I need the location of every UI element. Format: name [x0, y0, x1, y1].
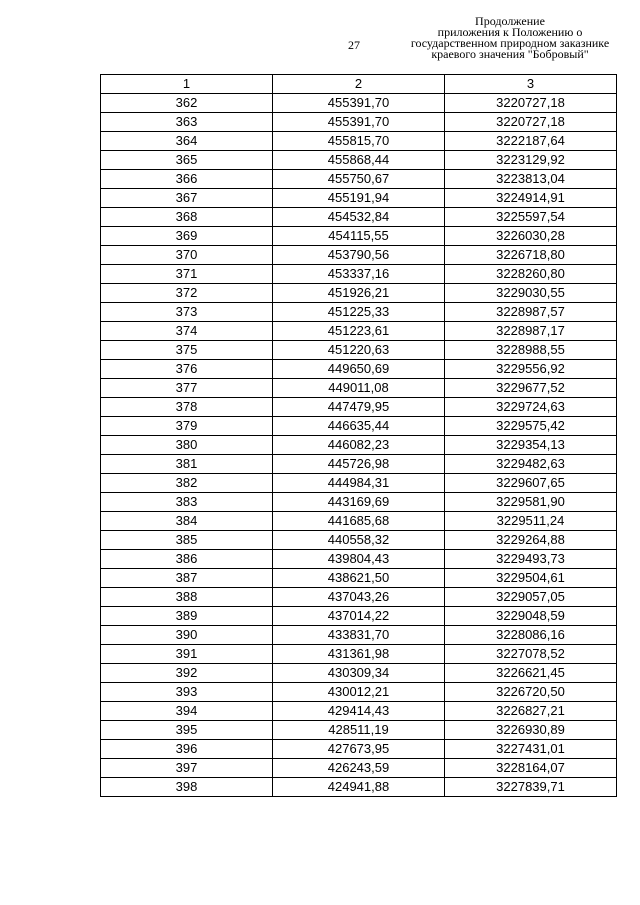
point-number-cell: 363: [101, 113, 273, 132]
x-coordinate-cell: 451225,33: [273, 303, 445, 322]
table-row: [101, 740, 617, 759]
x-coordinate-cell: 446082,23: [273, 436, 445, 455]
y-coordinate-cell: 3226930,89: [445, 721, 617, 740]
point-number-cell: 370: [101, 246, 273, 265]
table-row: [101, 189, 617, 208]
column-header: 2: [273, 75, 445, 94]
x-coordinate-cell: 441685,68: [273, 512, 445, 531]
point-number-cell: 393: [101, 683, 273, 702]
coordinates-table: [100, 74, 617, 797]
y-coordinate-cell: 3225597,54: [445, 208, 617, 227]
table-row: [101, 208, 617, 227]
table-row: [101, 398, 617, 417]
y-coordinate-cell: 3229575,42: [445, 417, 617, 436]
point-number-cell: 394: [101, 702, 273, 721]
x-coordinate-cell: 453337,16: [273, 265, 445, 284]
x-coordinate-cell: 446635,44: [273, 417, 445, 436]
table-row: [101, 322, 617, 341]
point-number-cell: 377: [101, 379, 273, 398]
table-row: [101, 664, 617, 683]
table-row: [101, 512, 617, 531]
point-number-cell: 391: [101, 645, 273, 664]
y-coordinate-cell: 3229504,61: [445, 569, 617, 588]
table-row: [101, 417, 617, 436]
point-number-cell: 378: [101, 398, 273, 417]
y-coordinate-cell: 3227431,01: [445, 740, 617, 759]
table-row: [101, 455, 617, 474]
x-coordinate-cell: 455868,44: [273, 151, 445, 170]
x-coordinate-cell: 455750,67: [273, 170, 445, 189]
table-row: [101, 474, 617, 493]
table-row: [101, 721, 617, 740]
y-coordinate-cell: 3228260,80: [445, 265, 617, 284]
x-coordinate-cell: 424941,88: [273, 778, 445, 797]
point-number-cell: 368: [101, 208, 273, 227]
y-coordinate-cell: 3229030,55: [445, 284, 617, 303]
y-coordinate-cell: 3226720,50: [445, 683, 617, 702]
x-coordinate-cell: 445726,98: [273, 455, 445, 474]
y-coordinate-cell: 3229493,73: [445, 550, 617, 569]
point-number-cell: 396: [101, 740, 273, 759]
header-line: государственном природном заказнике: [410, 36, 610, 50]
y-coordinate-cell: 3229057,05: [445, 588, 617, 607]
y-coordinate-cell: 3228987,17: [445, 322, 617, 341]
table-row: [101, 341, 617, 360]
header-line: приложения к Положению о: [437, 25, 583, 39]
table-row: [101, 626, 617, 645]
table-row: [101, 607, 617, 626]
x-coordinate-cell: 449011,08: [273, 379, 445, 398]
table-row: [101, 170, 617, 189]
table-row: [101, 151, 617, 170]
point-number-cell: 362: [101, 94, 273, 113]
table-body: [101, 94, 617, 797]
x-coordinate-cell: 429414,43: [273, 702, 445, 721]
x-coordinate-cell: 427673,95: [273, 740, 445, 759]
y-coordinate-cell: 3229677,52: [445, 379, 617, 398]
header-line: Продолжение: [475, 14, 545, 28]
y-coordinate-cell: 3220727,18: [445, 94, 617, 113]
x-coordinate-cell: 451220,63: [273, 341, 445, 360]
point-number-cell: 373: [101, 303, 273, 322]
x-coordinate-cell: 453790,56: [273, 246, 445, 265]
page-number: 27: [348, 38, 360, 52]
x-coordinate-cell: 430012,21: [273, 683, 445, 702]
table-row: [101, 588, 617, 607]
x-coordinate-cell: 431361,98: [273, 645, 445, 664]
x-coordinate-cell: 451926,21: [273, 284, 445, 303]
table-row: [101, 531, 617, 550]
point-number-cell: 383: [101, 493, 273, 512]
table-row: [101, 113, 617, 132]
point-number-cell: 382: [101, 474, 273, 493]
y-coordinate-cell: 3229048,59: [445, 607, 617, 626]
point-number-cell: 374: [101, 322, 273, 341]
y-coordinate-cell: 3229511,24: [445, 512, 617, 531]
point-number-cell: 364: [101, 132, 273, 151]
point-number-cell: 397: [101, 759, 273, 778]
y-coordinate-cell: 3227078,52: [445, 645, 617, 664]
y-coordinate-cell: 3222187,64: [445, 132, 617, 151]
y-coordinate-cell: 3223129,92: [445, 151, 617, 170]
table-row: [101, 303, 617, 322]
table-row: [101, 778, 617, 797]
y-coordinate-cell: 3229581,90: [445, 493, 617, 512]
y-coordinate-cell: 3229354,13: [445, 436, 617, 455]
x-coordinate-cell: 444984,31: [273, 474, 445, 493]
point-number-cell: 380: [101, 436, 273, 455]
point-number-cell: 375: [101, 341, 273, 360]
y-coordinate-cell: 3220727,18: [445, 113, 617, 132]
table-row: [101, 702, 617, 721]
table-row: [101, 493, 617, 512]
x-coordinate-cell: 437043,26: [273, 588, 445, 607]
y-coordinate-cell: 3228086,16: [445, 626, 617, 645]
table-row: [101, 683, 617, 702]
column-header: 3: [445, 75, 617, 94]
point-number-cell: 395: [101, 721, 273, 740]
point-number-cell: 389: [101, 607, 273, 626]
x-coordinate-cell: 439804,43: [273, 550, 445, 569]
point-number-cell: 386: [101, 550, 273, 569]
header-line: краевого значения "Бобровый": [431, 47, 589, 61]
y-coordinate-cell: 3226827,21: [445, 702, 617, 721]
x-coordinate-cell: 455391,70: [273, 94, 445, 113]
table-row: [101, 436, 617, 455]
y-coordinate-cell: 3223813,04: [445, 170, 617, 189]
y-coordinate-cell: 3228988,55: [445, 341, 617, 360]
table-row: [101, 759, 617, 778]
y-coordinate-cell: 3224914,91: [445, 189, 617, 208]
table-header-row: [101, 75, 617, 94]
table-row: [101, 379, 617, 398]
y-coordinate-cell: 3229556,92: [445, 360, 617, 379]
point-number-cell: 388: [101, 588, 273, 607]
column-header: 1: [101, 75, 273, 94]
point-number-cell: 379: [101, 417, 273, 436]
table-row: [101, 132, 617, 151]
x-coordinate-cell: 443169,69: [273, 493, 445, 512]
table-row: [101, 550, 617, 569]
point-number-cell: 392: [101, 664, 273, 683]
point-number-cell: 387: [101, 569, 273, 588]
table-row: [101, 94, 617, 113]
y-coordinate-cell: 3226621,45: [445, 664, 617, 683]
point-number-cell: 376: [101, 360, 273, 379]
point-number-cell: 369: [101, 227, 273, 246]
point-number-cell: 367: [101, 189, 273, 208]
x-coordinate-cell: 438621,50: [273, 569, 445, 588]
y-coordinate-cell: 3228164,07: [445, 759, 617, 778]
y-coordinate-cell: 3227839,71: [445, 778, 617, 797]
table-row: [101, 360, 617, 379]
point-number-cell: 365: [101, 151, 273, 170]
point-number-cell: 366: [101, 170, 273, 189]
point-number-cell: 398: [101, 778, 273, 797]
table-row: [101, 284, 617, 303]
y-coordinate-cell: 3226718,80: [445, 246, 617, 265]
x-coordinate-cell: 449650,69: [273, 360, 445, 379]
x-coordinate-cell: 454532,84: [273, 208, 445, 227]
point-number-cell: 371: [101, 265, 273, 284]
point-number-cell: 381: [101, 455, 273, 474]
table-row: [101, 645, 617, 664]
x-coordinate-cell: 433831,70: [273, 626, 445, 645]
x-coordinate-cell: 455815,70: [273, 132, 445, 151]
y-coordinate-cell: 3229724,63: [445, 398, 617, 417]
point-number-cell: 390: [101, 626, 273, 645]
x-coordinate-cell: 428511,19: [273, 721, 445, 740]
x-coordinate-cell: 455391,70: [273, 113, 445, 132]
x-coordinate-cell: 440558,32: [273, 531, 445, 550]
point-number-cell: 372: [101, 284, 273, 303]
x-coordinate-cell: 451223,61: [273, 322, 445, 341]
y-coordinate-cell: 3229482,63: [445, 455, 617, 474]
x-coordinate-cell: 437014,22: [273, 607, 445, 626]
x-coordinate-cell: 430309,34: [273, 664, 445, 683]
x-coordinate-cell: 426243,59: [273, 759, 445, 778]
point-number-cell: 385: [101, 531, 273, 550]
y-coordinate-cell: 3229264,88: [445, 531, 617, 550]
y-coordinate-cell: 3226030,28: [445, 227, 617, 246]
table-row: [101, 227, 617, 246]
table-row: [101, 246, 617, 265]
appendix-header: [390, 16, 630, 60]
x-coordinate-cell: 455191,94: [273, 189, 445, 208]
y-coordinate-cell: 3229607,65: [445, 474, 617, 493]
table-row: [101, 265, 617, 284]
x-coordinate-cell: 454115,55: [273, 227, 445, 246]
point-number-cell: 384: [101, 512, 273, 531]
table-row: [101, 569, 617, 588]
y-coordinate-cell: 3228987,57: [445, 303, 617, 322]
x-coordinate-cell: 447479,95: [273, 398, 445, 417]
